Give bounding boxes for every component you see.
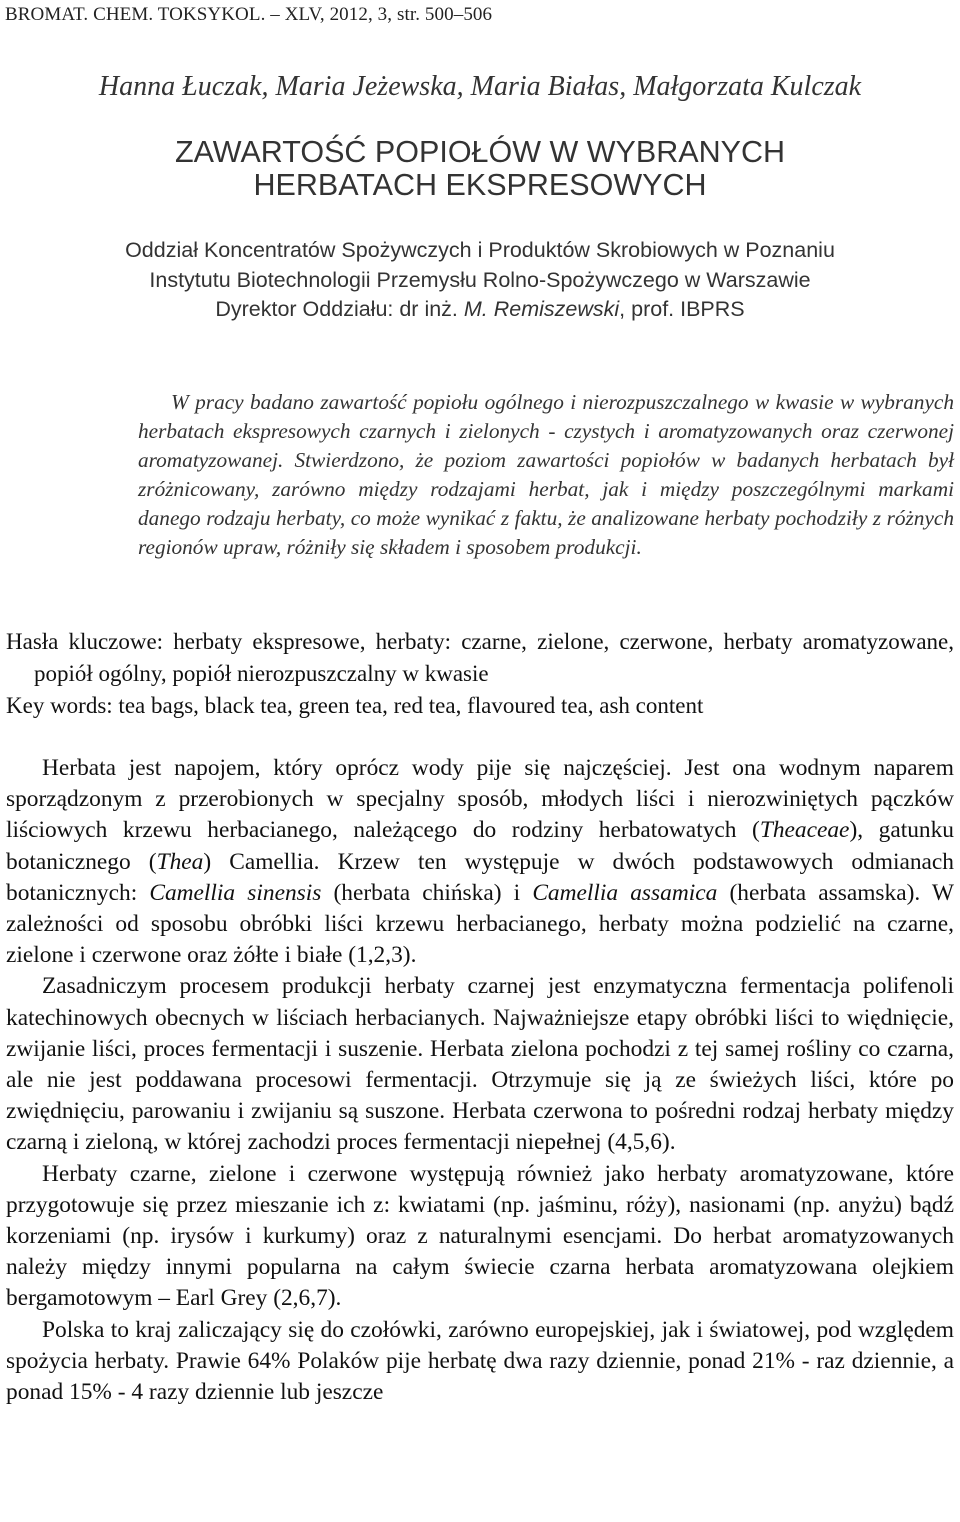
director-suffix: , prof. IBPRS [619,297,745,321]
p1-text-a: Herbata jest napojem, który oprócz wody pije się najczęściej. Jest ona wodnym naparem sporządzonym z przerobionych w specjalny sposób, młodych liści i nierozwiniętych pączków liściowych krzewu herbacianego, należącego do rodziny herbatowatych ( [6,755,954,844]
abstract: W pracy badano zawartość popiołu ogólnego i nierozpuszczalnego w kwasie w wybranych herbatach ekspresowych czarnych i zielonych - czystych i aromatyzowanych oraz czerwonej aromatyzowanej. Stwierdzono, że poziom zawartości popiołów w badanych herbatach był zróżnicowany, zarówno między rodzajami herbat, jak i między poszczególnymi markami danego rodzaju herbaty, co może wynikać z faktu, że analizowane herbaty pochodziły z różnych regionów upraw, różniły się składem i sposobem produkcji. [138,390,954,559]
body-text [6,753,954,1408]
affiliation-director [0,295,960,325]
running-head: BROMAT. CHEM. TOKSYKOL. – XLV, 2012, 3, str. 500–506 [5,4,493,25]
body-paragraph-3: Herbaty czarne, zielone i czerwone występują również jako herbaty aromatyzowane, które przygotowuje się przez mieszanie ich z: kwiatami (np. jaśminu, róży), nasionami (np. anyżu) bądź korzeniami (np. irysów i kurkumy) oraz z naturalnymi esencjami. Do herbat aromatyzowanych należy między innymi popularna na całym świecie czarna herbata aromatyzowana olejkiem bergamotowym – Earl Grey (2,6,7). [6,1160,954,1312]
body-paragraph-2: Zasadniczym procesem produkcji herbaty czarnej jest enzymatyczna fermentacja polifenoli katechinowych obecnych w liściach herbacianych. Najważniejsze etapy obróbki liści to więdnięcie, zwijanie liści, proces fermentacji i suszenie. Herbata zielona pochodzi z tej samej rośliny co czarna, ale nie jest poddawana procesowi fermentacji. Otrzymuje się ją ze świeżych liści, które po zwiędnięciu, parowaniu i zwijaniu są suszone. Herbata czerwona to pośredni rodzaj herbaty między czarną i zieloną, w której zachodzi proces fermentacji niepełnej (4,5,6). [6,973,954,1156]
affiliation [0,236,960,325]
director-prefix: Dyrektor Oddziału: dr inż. [215,297,464,321]
keywords-english: Key words: tea bags, black tea, green tea, red tea, flavoured tea, ash content [6,693,704,718]
title-line-2: HERBATACH EKSPRESOWYCH [253,168,707,202]
keywords-block [6,626,954,722]
affiliation-line-1: Oddział Koncentratów Spożywczych i Produktów Skrobiowych w Poznaniu [125,238,835,262]
author-list: Hanna Łuczak, Maria Jeżewska, Maria Białas, Małgorzata Kulczak [98,71,862,102]
affiliation-line-2: Instytutu Biotechnologii Przemysłu Rolno-Spożywczego w Warszawie [149,267,811,292]
title-line-1: ZAWARTOŚĆ POPIOŁÓW W WYBRANYCH [174,135,786,169]
article-title [0,136,960,202]
p1-text-d: (herbata chińska) i [321,879,533,906]
body-paragraph-4: Polska to kraj zaliczający się do czołówki, zarówno europejskiej, jak i światowej, pod względem spożycia herbaty. Prawie 64% Polaków pije herbatę dwa razy dziennie, ponad 21% - raz dziennie, a ponad 15% - 4 razy dziennie lub jeszcze [6,1316,954,1406]
p1-text-b: ), gatunku botanicznego ( [6,817,954,875]
keywords-polish: Hasła kluczowe: herbaty ekspresowe, herbaty: czarne, zielone, czerwone, herbaty aromatyzowane, popiół ogólny, popiół nierozpuszczalny w kwasie [6,629,954,686]
p1-text-c: ) Camellia. Krzew ten występuje w dwóch podstawowych odmianach botanicznych: [6,848,954,906]
p1-camellia-assamica: Camellia assamica [532,879,718,906]
p1-thea: Thea [156,848,204,875]
director-name: M. Remiszewski [463,297,620,321]
p1-text-e: (herbata assamska). W zależności od sposobu obróbki liści krzewu herbacianego, herbaty można podzielić na czarne, zielone i czerwone oraz żółte i białe (1,2,3). [6,879,955,969]
p1-theaceae: Theaceae [759,817,850,844]
body-paragraph-1 [6,753,954,971]
p1-camellia-sinensis: Camellia sinensis [149,879,322,906]
